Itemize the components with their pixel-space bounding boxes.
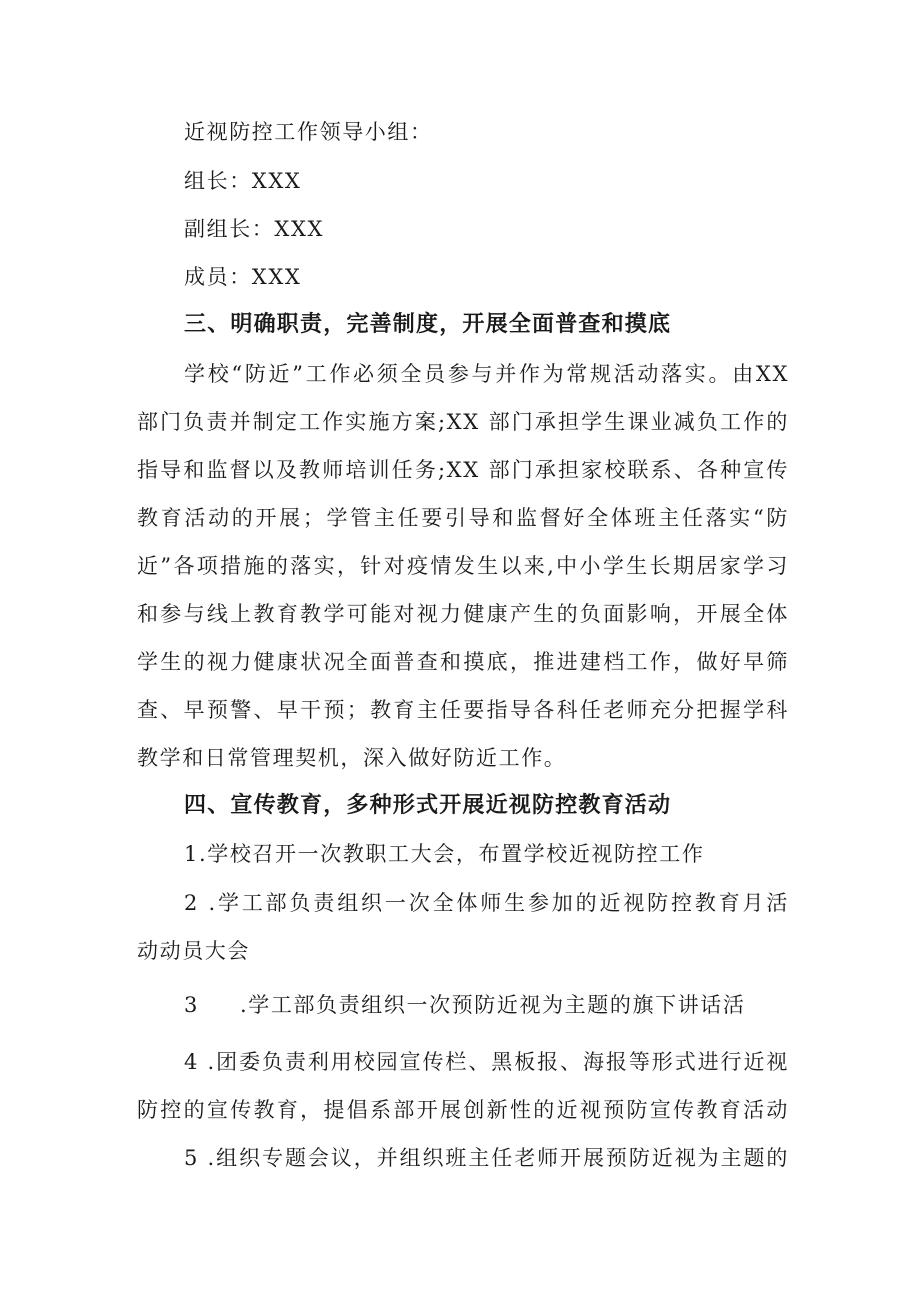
section3-paragraph-line: 和参与线上教育教学可能对视力健康产生的负面影响，开展全体 (137, 602, 789, 626)
item-2: 2 .学工部负责组织一次全体师生参加的近视防控教育月活 (184, 891, 789, 915)
item-5: 5 .组织专题会议，并组织班主任老师开展预防近视为主题的 (184, 1146, 789, 1170)
item-2-continuation: 动动员大会 (137, 939, 250, 963)
section3-paragraph-line: 学生的视力健康状况全面普查和摸底，推进建档工作，做好早筛 (137, 650, 789, 674)
section3-paragraph-line: 教学和日常管理契机，深入做好防近工作。 (137, 746, 567, 770)
item-3-number: 3 (184, 993, 199, 1017)
group-title: 近视防控工作领导小组： (184, 120, 433, 144)
members-line: 成员：XXX (184, 265, 302, 289)
section3-paragraph-line: 查、早预警、早干预；教育主任要指导各科任老师充分把握学科 (137, 698, 789, 722)
section3-paragraph-line: 部门负责并制定工作实施方案;XX 部门承担学生课业减负工作的 (137, 410, 789, 434)
item-4-continuation: 防控的宣传教育，提倡系部开展创新性的近视预防宣传教育活动 (137, 1098, 789, 1122)
item-4: 4 .团委负责利用校园宣传栏、黑板报、海报等形式进行近视 (184, 1050, 789, 1074)
section3-paragraph-line: 指导和监督以及教师培训任务;XX 部门承担家校联系、各种宣传 (137, 458, 789, 482)
section4-heading: 四、宣传教育，多种形式开展近视防控教育活动 (184, 793, 672, 818)
item-1: 1.学校召开一次教职工大会，布置学校近视防控工作 (184, 842, 705, 866)
vice-leader-line: 副组长：XXX (184, 217, 325, 241)
section3-paragraph-line: 教育活动的开展；学管主任要引导和监督好全体班主任落实“防 (137, 506, 789, 530)
section3-paragraph-line: 学校“防近”工作必须全员参与并作为常规活动落实。由XX (184, 362, 789, 386)
item-3: .学工部负责组织一次预防近视为主题的旗下讲话活 (240, 993, 746, 1017)
section3-heading: 三、明确职责，完善制度，开展全面普查和摸底 (184, 312, 672, 337)
leader-line: 组长：XXX (184, 169, 302, 193)
section3-paragraph-line: 近”各项措施的落实，针对疫情发生以来,中小学生长期居家学习 (137, 554, 789, 578)
